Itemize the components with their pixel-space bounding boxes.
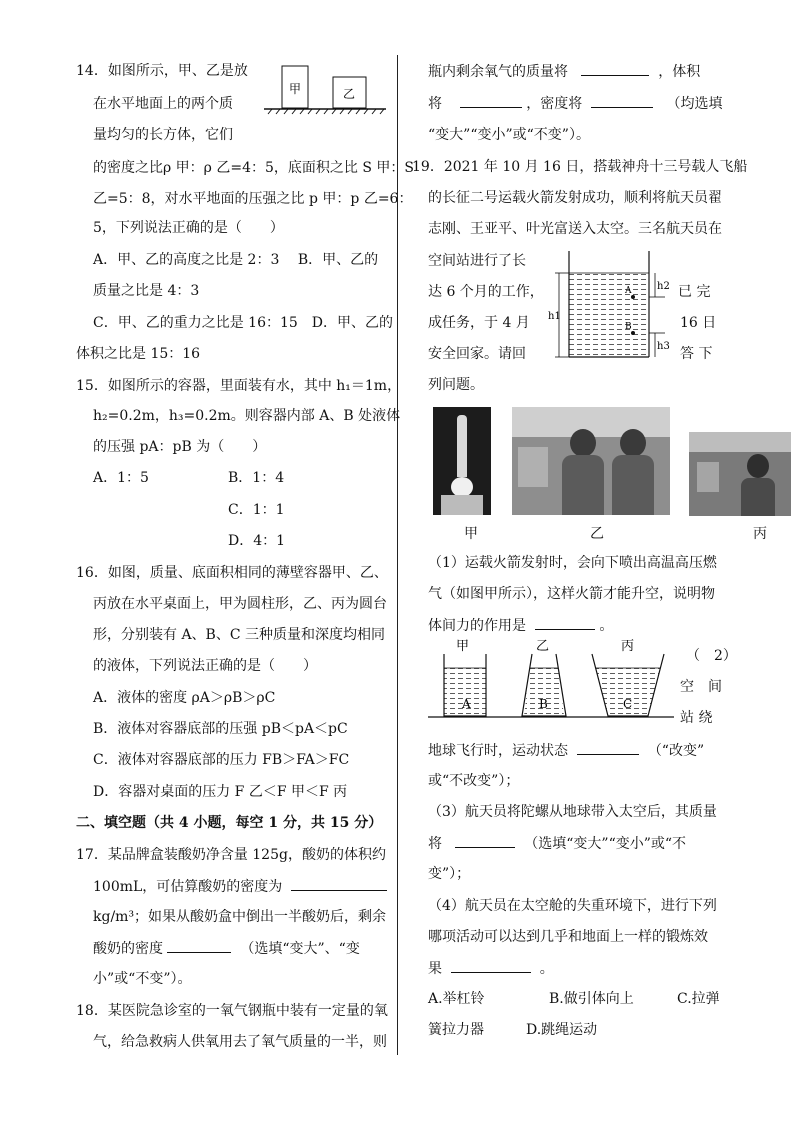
q17-line4-tail: （选填“变大”、“变 xyxy=(240,941,360,957)
q19-part1-line1: （1）运载火箭发射时，会向下喷出高温高压燃 xyxy=(428,555,717,571)
q17-line2-text: 100mL，可估算酸奶的密度为 xyxy=(93,879,283,895)
q19-part2-line1-tail: （“改变” xyxy=(647,743,705,759)
q19-option-d: D.跳绳运动 xyxy=(526,1022,598,1038)
q14-blocks-figure xyxy=(258,64,392,122)
q14-fig-label-a: 甲 xyxy=(289,82,302,96)
photo-caption-c: 丙 xyxy=(753,526,767,542)
q14-option-a-cont: 质量之比是 4：3 xyxy=(93,283,200,299)
q17-line2 xyxy=(93,876,387,897)
q16-option-a: A．液体的密度 ρA＞ρB＞ρC xyxy=(93,690,276,706)
q15-option-d: D．4：1 xyxy=(228,533,286,549)
q19-option-b: B.做引体向上 xyxy=(549,991,634,1007)
q19-part1-line3: 体间力的作用是 。 xyxy=(428,615,613,636)
q16-line4: 的液体，下列说法正确的是（ ） xyxy=(93,658,317,674)
q15-container-figure xyxy=(545,247,673,361)
q16-fig-liquid-b: B xyxy=(539,697,548,711)
q19-part4-line3: 果 。 xyxy=(428,958,554,979)
q19-option-c: C.拉弹 xyxy=(677,991,720,1007)
q16-option-d: D．容器对桌面的压力 F 乙＜F 甲＜F 丙 xyxy=(93,784,348,800)
q18-line1: 18．某医院急诊室的一氧气钢瓶中装有一定量的氧 xyxy=(76,1003,388,1019)
q17-line3: kg/m³；如果从酸奶盒中倒出一半酸奶后，剩余 xyxy=(93,909,387,925)
q16-fig-label-c: 丙 xyxy=(621,639,635,654)
q15-fig-point-b: B xyxy=(625,322,632,332)
q19-blank-3[interactable] xyxy=(455,833,515,848)
q19-part3-line1: （3）航天员将陀螺从地球带入太空后，其质量 xyxy=(428,804,717,820)
q18-cont-line1 xyxy=(428,61,700,82)
q17-blank-2[interactable] xyxy=(167,938,231,953)
q18-blank-2[interactable] xyxy=(460,93,522,108)
photo-caption-b: 乙 xyxy=(590,526,604,542)
q18-cont-line2 xyxy=(428,93,723,114)
q18-cont-line2-b: ，密度将 xyxy=(526,96,583,112)
q19-line4: 空间站进行了长 xyxy=(428,253,526,269)
q19-line8: 列问题。 xyxy=(428,377,484,393)
q14-line5: 乙=5：8，对水平地面的压强之比 p 甲：p 乙=6： xyxy=(93,191,413,207)
q18-cont-line2-c: （均选填 xyxy=(666,96,723,112)
q19-part4-line3-text: 果 xyxy=(428,961,442,977)
q16-fig-liquid-c: C xyxy=(623,697,633,711)
q19-line2: 的长征二号运载火箭发射成功，顺利将航天员翟 xyxy=(428,190,722,206)
q19-part2-space: 空 间 xyxy=(680,679,722,695)
q19-line5-right: 已 完 xyxy=(678,284,711,300)
q18-blank-3[interactable] xyxy=(591,93,653,108)
q17-blank-1[interactable] xyxy=(291,876,387,891)
q18-cont-line2-a: 将 xyxy=(428,96,442,112)
q19-option-c-cont: 簧拉力器 xyxy=(428,1022,484,1038)
q19-part2-label: （ 2） xyxy=(686,648,737,664)
q17-line1: 17．某品牌盒装酸奶净含量 125g，酸奶的体积约 xyxy=(76,847,386,863)
q14-option-c: C．甲、乙的重力之比是 16：15 D．甲、乙的 xyxy=(93,315,394,331)
q19-part4-line1: （4）航天员在太空舱的失重环境下，进行下列 xyxy=(428,898,717,914)
q19-line1: 19．2021 年 10 月 16 日，搭载神舟十三号载人飞船 xyxy=(412,159,748,175)
q14-line2: 在水平地面上的两个质 xyxy=(93,96,233,112)
q14-line6: 5，下列说法正确的是（ ） xyxy=(93,220,284,236)
q19-line7-right: 答 下 xyxy=(680,346,713,362)
q19-part2-line1 xyxy=(428,740,704,761)
q18-line2: 气，给急救病人供氧用去了氧气质量的一半，则 xyxy=(93,1034,387,1050)
q19-part3-line2-tail: （选填“变大”“变小”或“不 xyxy=(524,836,687,852)
rocket-launch-photo xyxy=(433,407,491,515)
q16-containers-figure xyxy=(426,636,676,724)
q15-line1: 15．如图所示的容器，里面装有水，其中 h₁＝1m， xyxy=(76,378,402,394)
q16-line2: 丙放在水平桌面上，甲为圆柱形，乙、丙为圆台 xyxy=(93,596,387,612)
q14-fig-label-b: 乙 xyxy=(343,87,356,101)
q17-line4 xyxy=(93,938,360,959)
astronauts-photo xyxy=(512,407,670,515)
q19-part3-line2 xyxy=(428,833,686,854)
q19-part3-line3: 变”）； xyxy=(428,866,471,882)
q19-part3-line2-text: 将 xyxy=(428,836,442,852)
q14-option-a: A．甲、乙的高度之比是 2：3 B．甲、乙的 xyxy=(93,252,379,268)
q19-part2-line2: 或“不改变”）； xyxy=(428,773,520,789)
q19-part2-line1-text: 地球飞行时，运动状态 xyxy=(428,743,568,759)
q18-blank-1[interactable] xyxy=(581,61,649,76)
q14-line4: 的密度之比ρ 甲：ρ 乙=4：5，底面积之比 S 甲：S xyxy=(93,160,414,176)
q14-option-c-cont: 体积之比是 15：16 xyxy=(76,346,201,362)
q19-line6-right: 16 日 xyxy=(680,315,717,331)
q19-part4-line2: 哪项活动可以达到几乎和地面上一样的锻炼效 xyxy=(428,929,708,945)
q14-line3: 量均匀的长方体，它们 xyxy=(93,127,233,143)
section-2-heading: 二、填空题（共 4 小题，每空 1 分，共 15 分） xyxy=(76,815,383,831)
q16-option-c: C．液体对容器底部的压力 FB＞FA＞FC xyxy=(93,752,350,768)
space-station-photo xyxy=(689,432,791,516)
q16-fig-label-b: 乙 xyxy=(536,639,550,654)
q17-line4-text: 酸奶的密度 xyxy=(93,941,163,957)
q14-line1: 14．如图所示，甲、乙是放 xyxy=(76,63,248,79)
q17-line5: 小”或“不变”）。 xyxy=(93,971,192,987)
q18-cont-line1-text: 瓶内剩余氧气的质量将 xyxy=(428,64,568,80)
q19-line6: 成任务，于 4 月 xyxy=(428,315,530,331)
q15-option-b: B．1：4 xyxy=(228,470,285,486)
q19-blank-4[interactable] xyxy=(451,958,531,973)
q19-option-a: A.举杠铃 xyxy=(428,991,485,1007)
q16-fig-label-a: 甲 xyxy=(456,639,470,654)
q15-option-c: C．1：1 xyxy=(228,502,285,518)
q15-fig-point-a: A xyxy=(625,286,632,296)
q19-line5: 达 6 个月的工作， xyxy=(428,284,544,300)
q16-line1: 16．如图，质量、底面积相同的薄壁容器甲、乙、 xyxy=(76,565,388,581)
q19-part1-line3-text: 体间力的作用是 xyxy=(428,618,526,634)
photo-caption-a: 甲 xyxy=(464,526,478,542)
q15-fig-h3: h3 xyxy=(657,341,670,352)
q19-part1-line2: 气（如图甲所示），这样火箭才能升空，说明物 xyxy=(428,586,715,602)
q19-part2-station: 站 绕 xyxy=(680,710,713,726)
q18-cont-line3: “变大”“变小”或“不变”）。 xyxy=(428,127,590,143)
q15-line3: 的压强 pA：pB 为（ ） xyxy=(93,439,267,455)
q19-blank-2[interactable] xyxy=(577,740,639,755)
q19-line3: 志刚、王亚平、叶光富送入太空。三名航天员在 xyxy=(428,221,722,237)
q15-fig-h2: h2 xyxy=(657,281,670,292)
q15-option-a: A．1：5 xyxy=(93,470,149,486)
q15-fig-h1: h1 xyxy=(548,311,561,322)
q16-option-b: B．液体对容器底部的压强 pB＜pA＜pC xyxy=(93,721,348,737)
q18-cont-line1-tail: ，体积 xyxy=(658,64,701,80)
q19-blank-1[interactable] xyxy=(535,615,595,630)
q15-line2: h₂=0.2m，h₃=0.2m。则容器内部 A、B 处液体 xyxy=(93,408,401,424)
q16-line3: 形，分别装有 A、B、C 三种质量和深度均相同 xyxy=(93,627,386,643)
q16-fig-liquid-a: A xyxy=(462,697,471,711)
q19-line7: 安全回家。请回 xyxy=(428,346,526,362)
